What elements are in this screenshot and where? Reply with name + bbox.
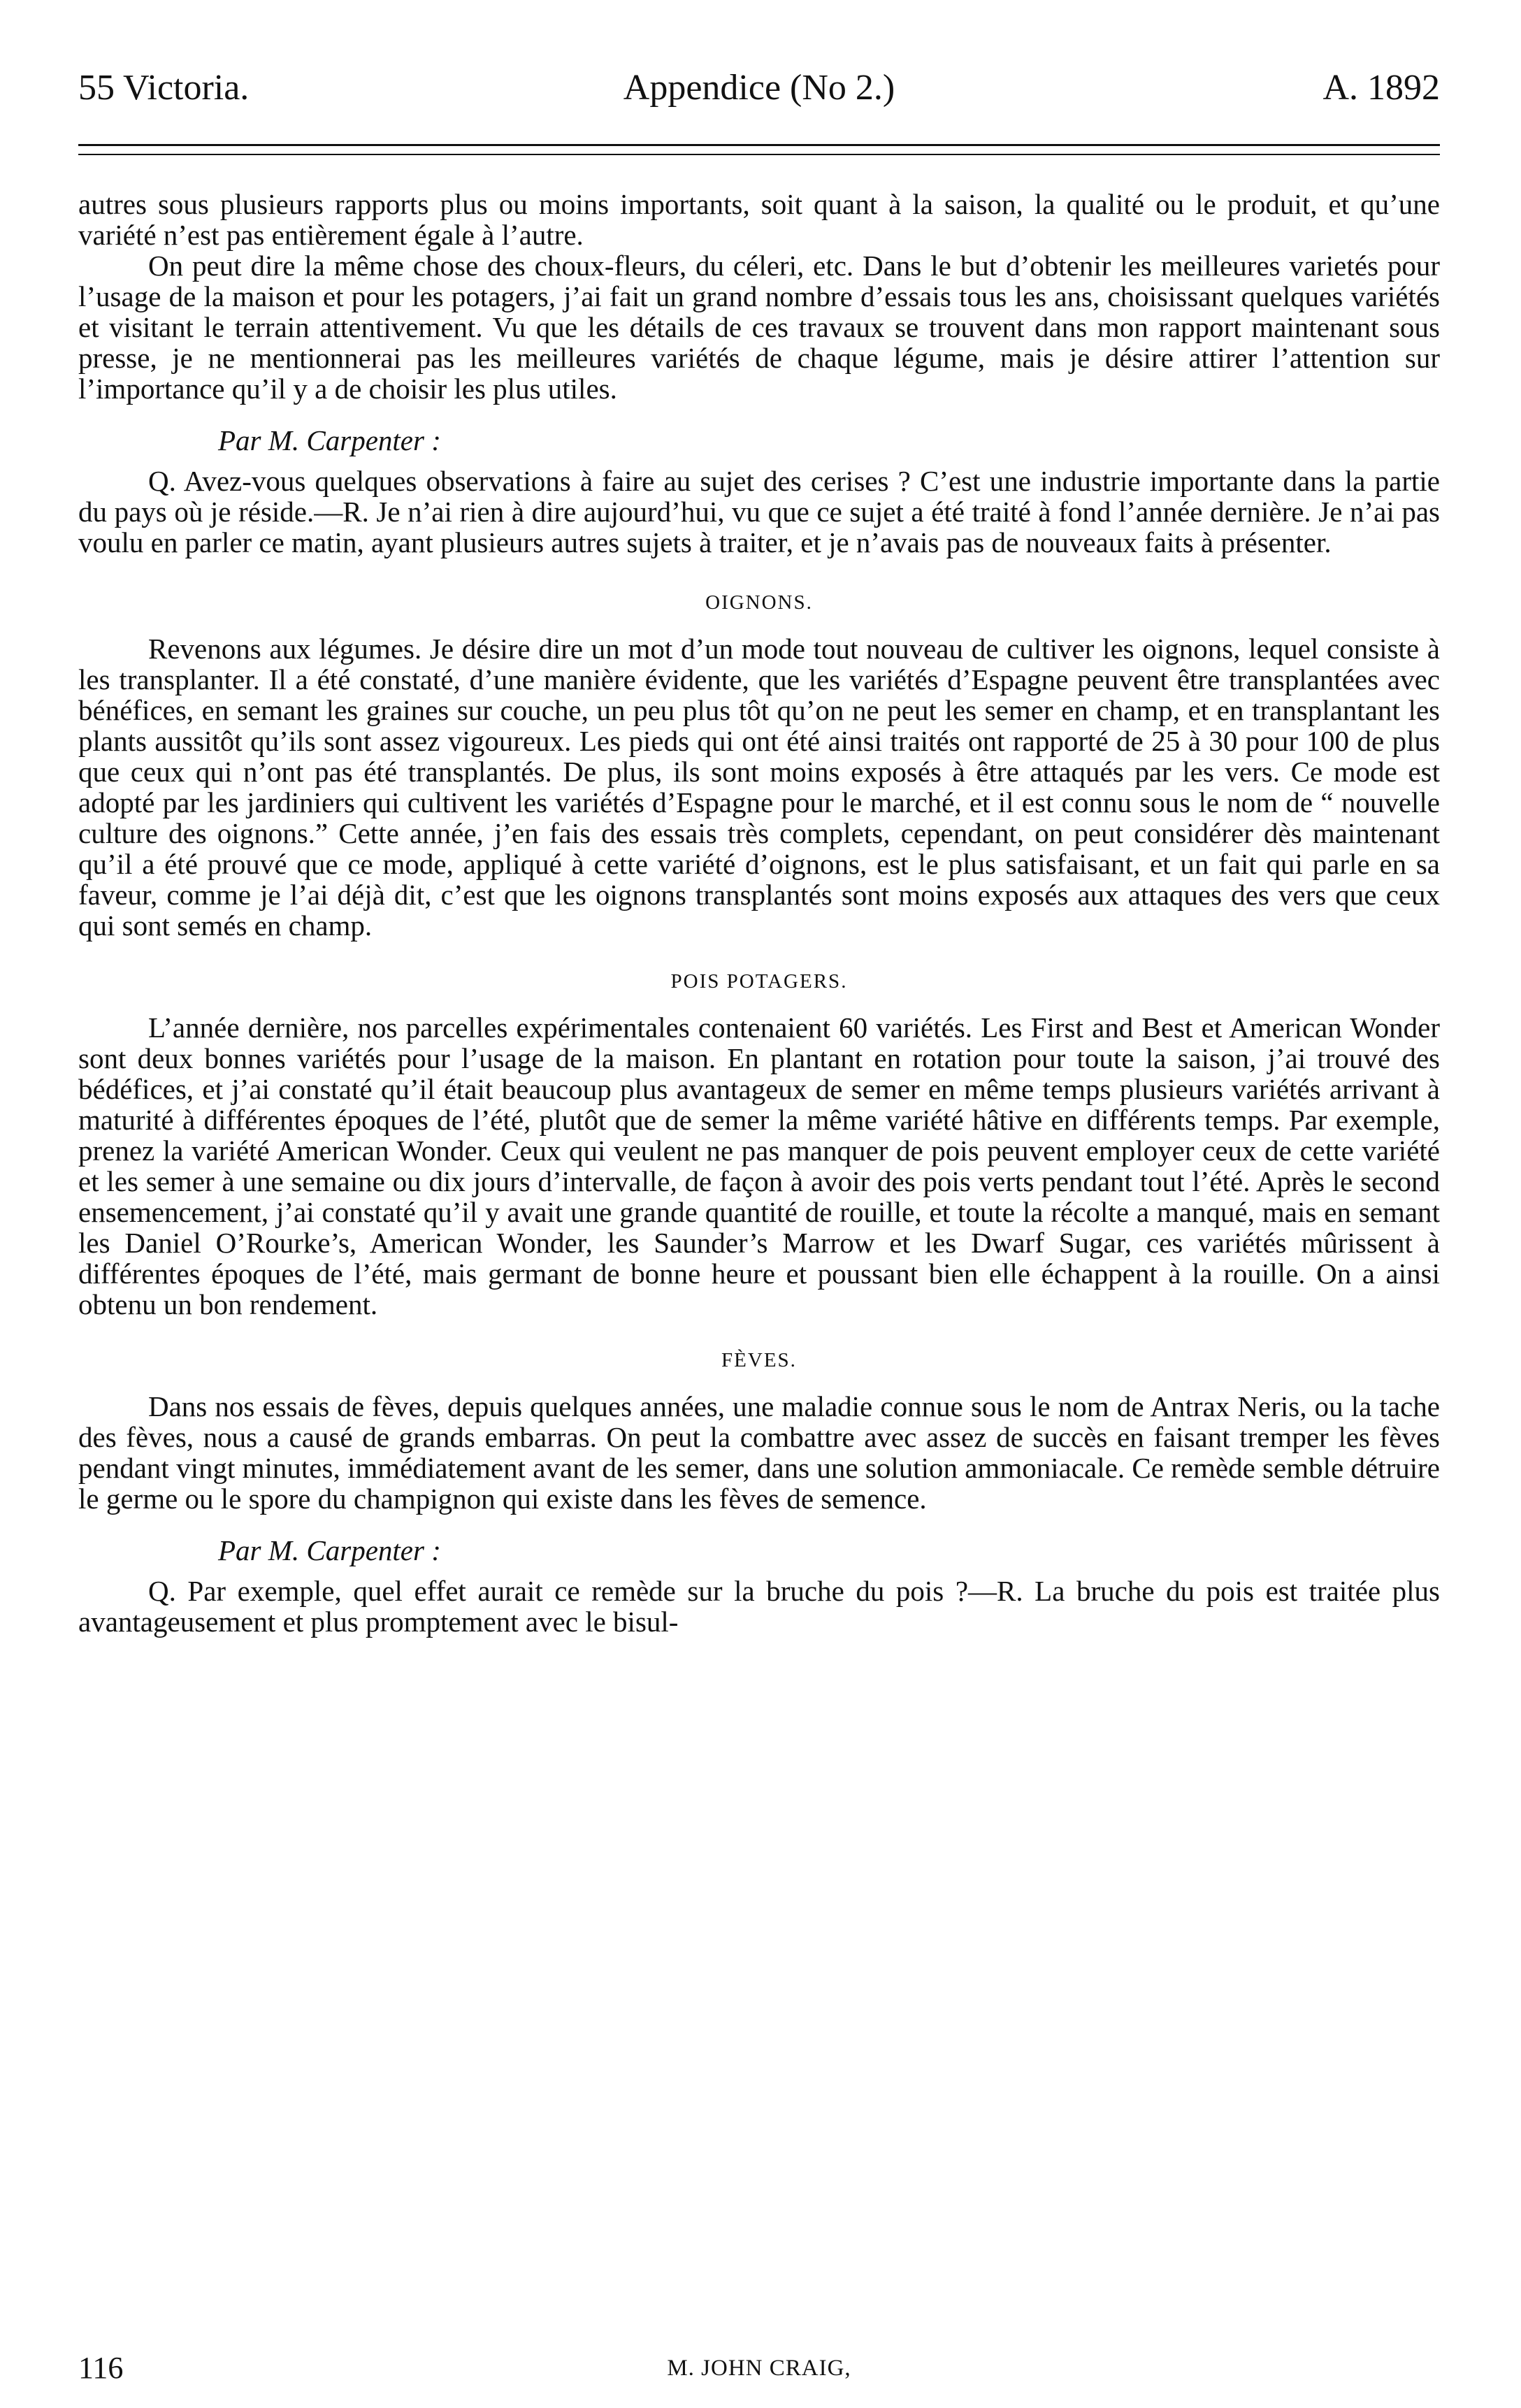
running-footer	[78, 2350, 1440, 2385]
paragraph: Revenons aux légumes. Je désire dire un mot d’un mode tout nouveau de cultiver les oignons, lequel consiste à les transplanter. Il a été constaté, d’une manière évidente, que les variétés d’Espagne peuvent être transplantées avec bénéfices, en semant les graines sur couche, un peu plus tôt qu’on ne peut les semer en champ, et en transplantant les plants aussitôt qu’ils sont assez vigoureux. Les pieds qui ont été ainsi traités ont rapporté de 25 à 30 pour 100 de plus que ceux qui n’ont pas été transplantés. De plus, ils sont moins exposés à être attaqués par les vers. Ce mode est adopté par les jardiniers qui cultivent les variétés d’Espagne pour le marché, et il est connu sous le nom de “ nouvelle culture des oignons.” Cette année, j’en fais des essais très complets, cependant, on peut considérer dès maintenant qu’il a été prouvé que ce mode, appliqué à cette variété d’oignons, est le plus satisfaisant, et un fait qui parle en sa faveur, comme je l’ai déjà dit, c’est que les oignons transplantés sont moins exposés aux attaques des vers que ceux qui sont semés en champ.	[78, 633, 1440, 942]
header-session: 55 Victoria.	[78, 68, 250, 108]
header-rule-top	[78, 144, 1440, 146]
paragraph: autres sous plusieurs rapports plus ou moins importants, soit quant à la saison, la qualité ou le produit, et qu’une variété n’est pas entièrement égale à l’autre.	[78, 188, 1440, 251]
footer-author: M. JOHN CRAIG,	[667, 2356, 851, 2381]
speaker-line: Par M. Carpenter :	[218, 1534, 441, 1566]
header-appendix: Appendice (No 2.)	[623, 68, 895, 108]
paragraph: Q. Par exemple, quel effet aurait ce remède sur la bruche du pois ?—R. La bruche du pois est traitée plus avantageusement et plus promptement avec le bisul-	[78, 1575, 1440, 1638]
section-heading: OIGNONS.	[705, 591, 813, 614]
header-year: A. 1892	[1322, 68, 1440, 108]
section-heading: FÈVES.	[721, 1349, 797, 1371]
body-text	[78, 189, 1440, 1637]
paragraph: L’année dernière, nos parcelles expérimentales contenaient 60 variétés. Les First and Best et American Wonder sont deux bonnes variétés pour l’usage de la maison. En plantant en rotation pour toute la saison, j’ai trouvé des bédéfices, et j’ai constaté qu’il était beaucoup plus avantageux de semer en même temps plusieurs variétés arrivant à maturité à différentes époques de l’été, plutôt que de semer la même variété hâtive en différents temps. Par exemple, prenez la variété American Wonder. Ceux qui veulent ne pas manquer de pois peuvent employer ceux de cette variété et les semer à une semaine ou dix jours d’intervalle, de façon à avoir des pois verts pendant tout l’été. Après le second ensemencement, j’ai constaté qu’il y avait une grande quantité de rouille, et toute la récolte a manqué, mais en semant les Daniel O’Rourke’s, American Wonder, les Saunder’s Marrow et les Dwarf Sugar, ces variétés mûrissent à différentes époques de l’été, mais germant de bonne heure et poussant bien elle échappent à la rouille. On a ainsi obtenu un bon rendement.	[78, 1011, 1440, 1320]
paragraph: Dans nos essais de fèves, depuis quelques années, une maladie connue sous le nom de Antrax Neris, ou la tache des fèves, nous a causé de grands embarras. On peut la combattre avec assez de succès en faisant tremper les fèves pendant vingt minutes, immédiatement avant de les semer, dans une solution ammoniacale. Ce remède semble détruire le germe ou le spore du champignon qui existe dans les fèves de semence.	[78, 1390, 1440, 1515]
speaker-line: Par M. Carpenter :	[218, 424, 441, 456]
section-heading: POIS POTAGERS.	[670, 970, 848, 993]
paragraph: On peut dire la même chose des choux-fleurs, du céleri, etc. Dans le but d’obtenir les meilleures varietés pour l’usage de la maison et pour les potagers, j’ai fait un grand nombre d’essais tous les ans, choisissant quelques variétés et visitant le terrain attentivement. Vu que les détails de ces travaux se trouvent dans mon rapport maintenant sous presse, je ne mentionnerai pas les meilleures variétés de chaque légume, mais je désire attirer l’attention sur l’importance qu’il y a de choisir les plus utiles.	[78, 250, 1440, 405]
header-rule-bottom	[78, 154, 1440, 155]
paragraph: Q. Avez-vous quelques observations à faire au sujet des cerises ? C’est une industrie importante dans la partie du pays où je réside.—R. Je n’ai rien à dire aujourd’hui, vu que ce sujet a été traité à fond l’année dernière. Je n’ai pas voulu en parler ce matin, ayant plusieurs autres sujets à traiter, et je n’avais pas de nouveaux faits à présenter.	[78, 465, 1440, 558]
running-header	[78, 67, 1440, 116]
page-number: 116	[78, 2351, 124, 2385]
